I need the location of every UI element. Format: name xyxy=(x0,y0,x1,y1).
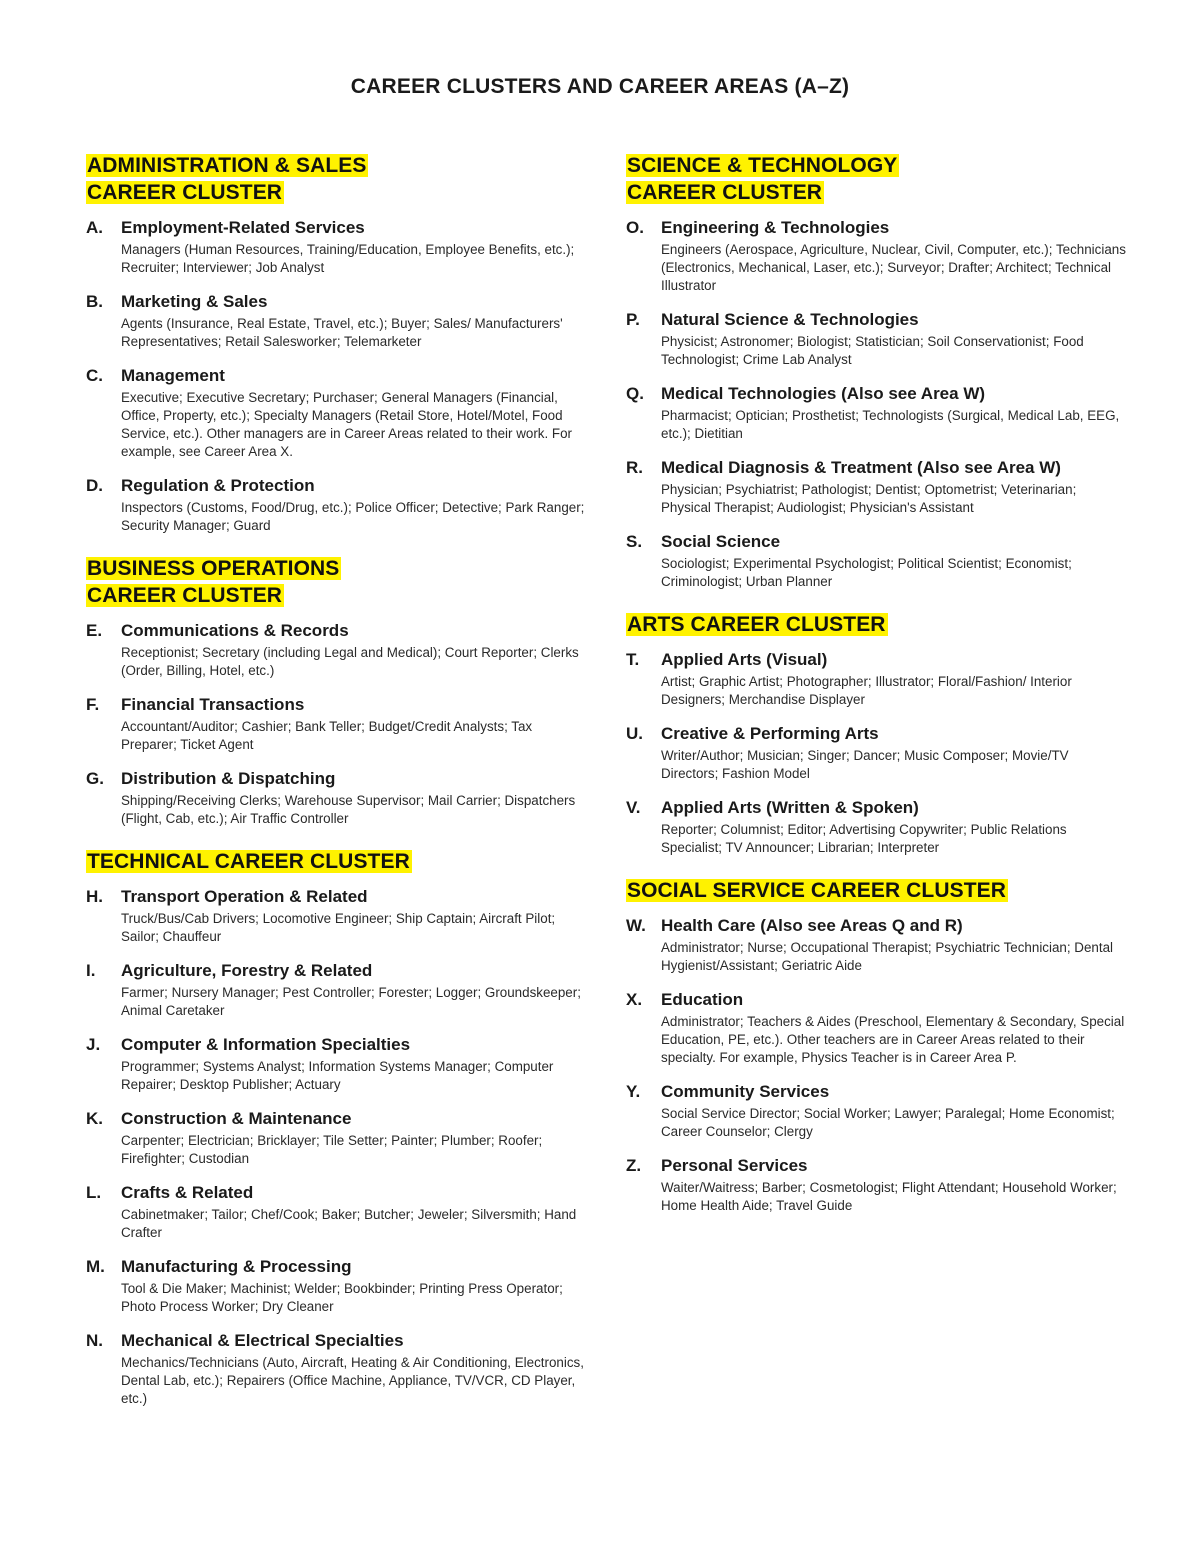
career-area-description: Artist; Graphic Artist; Photographer; Illustrator; Floral/Fashion/ Interior Designers; Merchandise Displayer xyxy=(661,674,1072,707)
career-area-description: Sociologist; Experimental Psychologist; Political Scientist; Economist; Criminologist; Urban Planner xyxy=(661,556,1072,589)
career-area-name: Computer & Information Specialties xyxy=(121,1035,411,1054)
career-area-heading xyxy=(626,1156,1126,1176)
right-column xyxy=(626,152,1126,1235)
career-area-description: Social Service Director; Social Worker; Lawyer; Paralegal; Home Economist; Career Counselor; Clergy xyxy=(661,1106,1115,1139)
career-area-letter: W. xyxy=(626,916,646,935)
career-area-description: Waiter/Waitress; Barber; Cosmetologist; Flight Attendant; Household Worker; Home Health Aide; Travel Guide xyxy=(661,1180,1117,1213)
career-area-description: Administrator; Teachers & Aides (Preschool, Elementary & Secondary, Special Education, PE, etc.). Other teachers are in Career Areas related to their specialty. For example, Physics Teacher is in Career Area P. xyxy=(661,1014,1125,1065)
career-area-letter: O. xyxy=(626,218,644,237)
career-area xyxy=(86,476,586,535)
career-area-name: Transport Operation & Related xyxy=(121,887,368,906)
career-area-name: Employment-Related Services xyxy=(121,218,365,237)
career-area xyxy=(626,990,1126,1067)
career-area-name: Construction & Maintenance xyxy=(121,1109,352,1128)
career-area xyxy=(86,1035,586,1094)
career-area-letter: N. xyxy=(86,1331,103,1350)
career-area-description: Executive; Executive Secretary; Purchaser; General Managers (Financial, Office, Property, etc.); Specialty Managers (Retail Store, Hotel/Motel, Food Service, etc.). Other managers are in Career Areas related to their work. For example, see Career Area X. xyxy=(121,390,572,459)
career-area-name: Creative & Performing Arts xyxy=(661,724,879,743)
career-area xyxy=(86,621,586,680)
career-area-heading xyxy=(626,384,1126,404)
cluster-title xyxy=(86,848,586,875)
career-area xyxy=(626,532,1126,591)
career-area-letter: K. xyxy=(86,1109,103,1128)
career-area xyxy=(626,310,1126,369)
cluster-title-text: TECHNICAL CAREER CLUSTER xyxy=(87,850,410,873)
career-area-heading xyxy=(626,916,1126,936)
career-area-description: Mechanics/Technicians (Auto, Aircraft, Heating & Air Conditioning, Electronics, Dental Lab, etc.); Repairers (Office Machine, Appliance, TV/VCR, CD Player, etc.) xyxy=(121,1355,584,1406)
career-area-name: Social Science xyxy=(661,532,781,551)
career-area-heading xyxy=(86,1257,586,1277)
career-area-description: Tool & Die Maker; Machinist; Welder; Bookbinder; Printing Press Operator; Photo Process Worker; Dry Cleaner xyxy=(121,1281,563,1314)
career-area-description: Carpenter; Electrician; Bricklayer; Tile Setter; Painter; Plumber; Roofer; Firefighter; Custodian xyxy=(121,1133,543,1166)
career-area-letter: C. xyxy=(86,366,103,385)
career-area-description: Cabinetmaker; Tailor; Chef/Cook; Baker; Butcher; Jeweler; Silversmith; Hand Crafter xyxy=(121,1207,577,1240)
career-area-letter: I. xyxy=(86,961,96,980)
career-area-name: Agriculture, Forestry & Related xyxy=(121,961,373,980)
career-area-name: Marketing & Sales xyxy=(121,292,268,311)
career-area-heading xyxy=(626,310,1126,330)
career-area-letter: V. xyxy=(626,798,641,817)
career-area-heading xyxy=(626,218,1126,238)
career-cluster xyxy=(626,877,1126,1215)
cluster-title-text: SOCIAL SERVICE CAREER CLUSTER xyxy=(627,879,1007,902)
career-area-letter: B. xyxy=(86,292,103,311)
career-area-heading xyxy=(86,476,586,496)
career-area xyxy=(86,887,586,946)
career-area-name: Mechanical & Electrical Specialties xyxy=(121,1331,404,1350)
career-area-name: Applied Arts (Written & Spoken) xyxy=(661,798,919,817)
career-area-description: Accountant/Auditor; Cashier; Bank Teller; Budget/Credit Analysts; Tax Preparer; Ticket Agent xyxy=(121,719,533,752)
career-area xyxy=(86,769,586,828)
career-area-name: Manufacturing & Processing xyxy=(121,1257,352,1276)
cluster-title-text: ADMINISTRATION & SALES CAREER CLUSTER xyxy=(87,154,367,204)
career-area-heading xyxy=(86,961,586,981)
career-area-letter: U. xyxy=(626,724,643,743)
career-area xyxy=(626,458,1126,517)
career-cluster xyxy=(86,848,586,1408)
career-area-letter: G. xyxy=(86,769,104,788)
career-area xyxy=(86,366,586,461)
career-area-heading xyxy=(626,532,1126,552)
career-area-description: Writer/Author; Musician; Singer; Dancer; Music Composer; Movie/TV Directors; Fashion Model xyxy=(661,748,1069,781)
career-area-description: Receptionist; Secretary (including Legal and Medical); Court Reporter; Clerks (Order, Billing, Hotel, etc.) xyxy=(121,645,579,678)
career-area-heading xyxy=(86,1331,586,1351)
career-cluster xyxy=(86,555,586,828)
career-area-heading xyxy=(626,650,1126,670)
cluster-title xyxy=(86,152,586,206)
career-cluster xyxy=(86,152,586,535)
career-area xyxy=(626,650,1126,709)
career-area-description: Reporter; Columnist; Editor; Advertising Copywriter; Public Relations Specialist; TV Announcer; Librarian; Interpreter xyxy=(661,822,1067,855)
cluster-title-text: ARTS CAREER CLUSTER xyxy=(627,613,886,636)
career-area-heading xyxy=(86,887,586,907)
career-area-name: Community Services xyxy=(661,1082,830,1101)
career-area-description: Farmer; Nursery Manager; Pest Controller; Forester; Logger; Groundskeeper; Animal Caretaker xyxy=(121,985,581,1018)
career-area-heading xyxy=(626,798,1126,818)
page-title: CAREER CLUSTERS AND CAREER AREAS (A–Z) xyxy=(350,75,850,98)
career-area xyxy=(86,695,586,754)
career-area-name: Management xyxy=(121,366,225,385)
career-area-letter: T. xyxy=(626,650,640,669)
career-area-name: Applied Arts (Visual) xyxy=(661,650,828,669)
left-column xyxy=(86,152,586,1428)
career-area-letter: D. xyxy=(86,476,103,495)
career-area xyxy=(86,1331,586,1408)
career-area-description: Agents (Insurance, Real Estate, Travel, etc.); Buyer; Sales/ Manufacturers' Representatives; Retail Salesworker; Telemarketer xyxy=(121,316,563,349)
career-area-description: Pharmacist; Optician; Prosthetist; Technologists (Surgical, Medical Lab, EEG, etc.); Dietitian xyxy=(661,408,1120,441)
career-area-heading xyxy=(86,1183,586,1203)
career-area-name: Medical Diagnosis & Treatment (Also see Area W) xyxy=(661,458,1061,477)
cluster-title-text: BUSINESS OPERATIONS CAREER CLUSTER xyxy=(87,557,340,607)
career-area-letter: S. xyxy=(626,532,643,551)
career-area-description: Engineers (Aerospace, Agriculture, Nuclear, Civil, Computer, etc.); Technicians (Electronics, Mechanical, Laser, etc.); Surveyor; Drafter; Architect; Technical Illustrator xyxy=(661,242,1126,293)
career-area-description: Shipping/Receiving Clerks; Warehouse Supervisor; Mail Carrier; Dispatchers (Flight, Cab, etc.); Air Traffic Controller xyxy=(121,793,576,826)
career-cluster xyxy=(626,611,1126,857)
career-area-description: Administrator; Nurse; Occupational Therapist; Psychiatric Technician; Dental Hygienist/Assistant; Geriatric Aide xyxy=(661,940,1114,973)
career-area xyxy=(626,798,1126,857)
career-area-name: Health Care (Also see Areas Q and R) xyxy=(661,916,963,935)
career-area-letter: R. xyxy=(626,458,643,477)
career-area-description: Physician; Psychiatrist; Pathologist; Dentist; Optometrist; Veterinarian; Physical Therapist; Audiologist; Physician's Assistant xyxy=(661,482,1077,515)
career-area-letter: Q. xyxy=(626,384,644,403)
cluster-title xyxy=(626,877,1126,904)
career-area-letter: H. xyxy=(86,887,103,906)
career-area-name: Education xyxy=(661,990,744,1009)
career-area-description: Programmer; Systems Analyst; Information Systems Manager; Computer Repairer; Desktop Publisher; Actuary xyxy=(121,1059,554,1092)
career-area xyxy=(626,384,1126,443)
career-area xyxy=(86,1183,586,1242)
cluster-title xyxy=(626,611,1126,638)
career-area-letter: L. xyxy=(86,1183,102,1202)
career-area xyxy=(626,1082,1126,1141)
career-area-name: Personal Services xyxy=(661,1156,808,1175)
cluster-title-text: SCIENCE & TECHNOLOGY CAREER CLUSTER xyxy=(627,154,898,204)
career-area-letter: M. xyxy=(86,1257,105,1276)
career-area-letter: J. xyxy=(86,1035,101,1054)
career-area-heading xyxy=(86,366,586,386)
career-area xyxy=(86,292,586,351)
career-area-heading xyxy=(86,769,586,789)
career-area xyxy=(86,961,586,1020)
career-area-heading xyxy=(626,458,1126,478)
career-cluster xyxy=(626,152,1126,591)
career-area-heading xyxy=(626,724,1126,744)
career-area xyxy=(86,218,586,277)
cluster-title xyxy=(626,152,1126,206)
career-area xyxy=(626,724,1126,783)
career-area xyxy=(86,1257,586,1316)
career-area-letter: F. xyxy=(86,695,100,714)
career-area-heading xyxy=(86,292,586,312)
career-area-letter: Y. xyxy=(626,1082,641,1101)
career-area-heading xyxy=(626,1082,1126,1102)
career-area-name: Communications & Records xyxy=(121,621,349,640)
career-area-description: Truck/Bus/Cab Drivers; Locomotive Engineer; Ship Captain; Aircraft Pilot; Sailor; Chauffeur xyxy=(121,911,556,944)
career-area-letter: P. xyxy=(626,310,640,329)
cluster-title xyxy=(86,555,586,609)
career-area-name: Regulation & Protection xyxy=(121,476,315,495)
career-area-name: Crafts & Related xyxy=(121,1183,254,1202)
career-area xyxy=(626,916,1126,975)
career-area xyxy=(626,218,1126,295)
career-area-description: Inspectors (Customs, Food/Drug, etc.); Police Officer; Detective; Park Ranger; Security Manager; Guard xyxy=(121,500,585,533)
career-area-description: Physicist; Astronomer; Biologist; Statistician; Soil Conservationist; Food Technologist; Crime Lab Analyst xyxy=(661,334,1084,367)
career-area-description: Managers (Human Resources, Training/Education, Employee Benefits, etc.); Recruiter; Interviewer; Job Analyst xyxy=(121,242,575,275)
career-area-heading xyxy=(86,218,586,238)
career-area-letter: A. xyxy=(86,218,103,237)
career-area-name: Natural Science & Technologies xyxy=(661,310,919,329)
career-area-letter: X. xyxy=(626,990,643,1009)
career-area-heading xyxy=(86,1035,586,1055)
career-area-letter: Z. xyxy=(626,1156,642,1175)
career-area-name: Engineering & Technologies xyxy=(661,218,890,237)
career-area-name: Financial Transactions xyxy=(121,695,305,714)
career-area-letter: E. xyxy=(86,621,103,640)
career-area-name: Distribution & Dispatching xyxy=(121,769,336,788)
career-area-heading xyxy=(626,990,1126,1010)
career-area-heading xyxy=(86,1109,586,1129)
career-area-name: Medical Technologies (Also see Area W) xyxy=(661,384,986,403)
career-area-heading xyxy=(86,621,586,641)
career-area xyxy=(86,1109,586,1168)
career-area xyxy=(626,1156,1126,1215)
career-area-heading xyxy=(86,695,586,715)
